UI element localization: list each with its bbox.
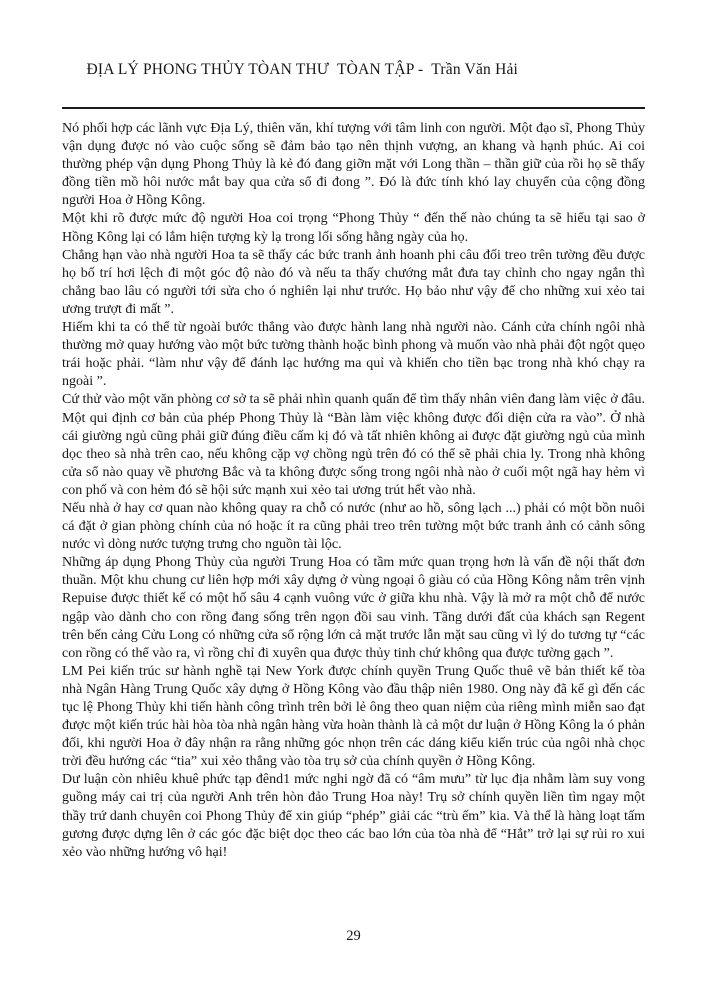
page-number: 29 bbox=[346, 928, 361, 944]
header-divider bbox=[62, 107, 645, 109]
page-title: ĐỊA LÝ PHONG THỦY TÒAN THƯ TÒAN TẬP - Trần Văn Hải bbox=[86, 61, 519, 78]
paragraph: Cứ thử vào một văn phòng cơ sở ta sẽ phải nhìn quanh quẩn để tìm thấy nhân viên đang làm việc ở đâu. Một qui định cơ bản của phép Phong Thủy là “Bàn làm việc không được đối diện cửa ra vào”. Ở nhà cái giường ngủ cũng phải giữ đúng điều cấm kị đó và tất nhiên không ai được đặt giường ngủ của mình dọc theo sà nhà trên cao, nếu không cặp vợ chồng ngủ trên đó có thể sẽ phải chia ly. Trong nhà không cửa sổ nào quay về phương Bắc và ta không được sống trong ngôi nhà nào ở cuối một ngã hay hẻm vì con phố và con hẻm đó sẽ hội sức mạnh xui xẻo tai ương trút hết vào nhà. bbox=[62, 392, 645, 498]
paragraph: Dư luận còn nhiêu khuê phức tạp đênd1 mức nghi ngờ đã có “âm mưu” từ lục địa nhằm làm suy vong guồng máy cai trị của người Anh trên hòn đảo Trung Hoa này! Trụ sở chính quyền liền tìm ngay một thầy trứ danh chuyên coi Phong Thủy để xin giúp “phép” giải các “trù ếm” kia. Và thế là hàng loạt tấm gương được dựng lên ở các góc đặc biệt dọc theo các bao lớn của tòa nhà để “Hắt” trở lại sự rủi ro xui xẻo vào những hướng vô hại! bbox=[62, 772, 645, 860]
paragraph: Nó phối hợp các lãnh vực Địa Lý, thiên văn, khí tượng với tâm linh con người. Một đạo sĩ, Phong Thủy vận dụng được nó vào cuộc sống sẽ đảm bảo tạo nên thịnh vượng, an khang và hạnh phúc. Ai coi thường phép vận dụng Phong Thủy là kẻ đó đang giỡn mặt với Long thần – thần giữ của rồi họ sẽ thấy đồng tiền mồ hôi nước mắt bay qua cửa sổ đi đong ”. Đó là đức tính khó lay chuyển của cộng đồng người Hoa ở Hồng Kông. bbox=[62, 121, 645, 209]
page-content bbox=[62, 40, 645, 862]
paragraph: Một khi rõ được mức độ người Hoa coi trọng “Phong Thủy “ đến thế nào chúng ta sẽ hiểu tại sao ở Hồng Kông lại có lắm hiện tượng kỳ lạ trong lối sống hằng ngày của họ. bbox=[62, 211, 645, 245]
page-footer bbox=[62, 928, 645, 945]
paragraph: LM Pei kiến trúc sư hành nghề tại New York được chính quyền Trung Quốc thuê vẽ bản thiết kế tòa nhà Ngân Hàng Trung Quốc xây dựng ở Hồng Kông vào đầu thập niên 1980. Ong này đã kể gì đến các tục lệ Phong Thủy khi tiến hành công trình trên bởi lẻ ông theo quan niệm của riêng mình miễn sao đạt được một kiến trúc hài hòa tòa nhà ngân hàng vừa hoàn thành là cả một dư luận ở Hồng Kông la ó phản đối, khi người Hoa ở đây nhận ra rằng những góc nhọn trên các dáng kiểu kiến trúc của ngôi nhà chọc trời đều hướng các “tia” xui xẻo thẳng vào tòa trụ sở của chính quyền ở Hồng Kông. bbox=[62, 663, 645, 770]
paragraph: Những áp dụng Phong Thủy của người Trung Hoa có tầm mức quan trọng hơn là vấn đề nội thất đơn thuần. Một khu chung cư liên hợp mới xây dựng ở vùng ngoại ô giàu có của Hồng Kông nằm trên vịnh Repuise được thiết kế có một hố sâu 4 cạnh vuông vức ở giữa khu nhà. Vậy là mở ra một chỗ để nước ngập vào dành cho con rồng đang sống trên ngọn đồi sau vinh. Tầng dưới đất của khách sạn Regent trên bến cảng Cửu Long có những cửa sổ rộng lớn cả mặt trước lẫn mặt sau cũng vì lý do tương tự “các con rồng có thể vào ra, vì rồng chỉ đi xuyên qua được thủy tinh chứ không qua được tường gạch ”. bbox=[62, 555, 645, 661]
page-header bbox=[62, 40, 645, 107]
body-text bbox=[62, 120, 645, 862]
paragraph: Chẳng hạn vào nhà người Hoa ta sẽ thấy các bức tranh ảnh hoanh phi câu đối treo trên tường đều được họ bố trí hơi lệch đi một góc độ nào đó và nếu ta thấy chướng mắt đưa tay chỉnh cho ngay ngắn thì chẳng bao lâu có người tới sửa cho ó nghiên lại như trước. Họ bảo như vậy để cho những xui xẻo tai ương trượt đi mất ”. bbox=[62, 247, 645, 317]
paragraph: Hiếm khi ta có thể từ ngoài bước thẳng vào được hành lang nhà người nào. Cánh cửa chính ngôi nhà thường mở quay hướng vào một bức tường thành hoặc bình phong và muốn vào nhà phải đột ngột quẹo trái hoặc phải. “làm như vậy để đánh lạc hướng ma quỉ và khiến cho tiền bạc trong nhà khó chạy ra ngoài ”. bbox=[62, 320, 645, 390]
paragraph: Nếu nhà ở hay cơ quan nào không quay ra chỗ có nước (như ao hồ, sông lạch ...) phải có một bồn nuôi cá đặt ở gian phòng chính của nó hoặc ít ra cũng phải treo trên tường một bức tranh ảnh có cảnh sông nước vì dòng nước tượng trưng cho nguồn tài lộc. bbox=[62, 500, 645, 553]
